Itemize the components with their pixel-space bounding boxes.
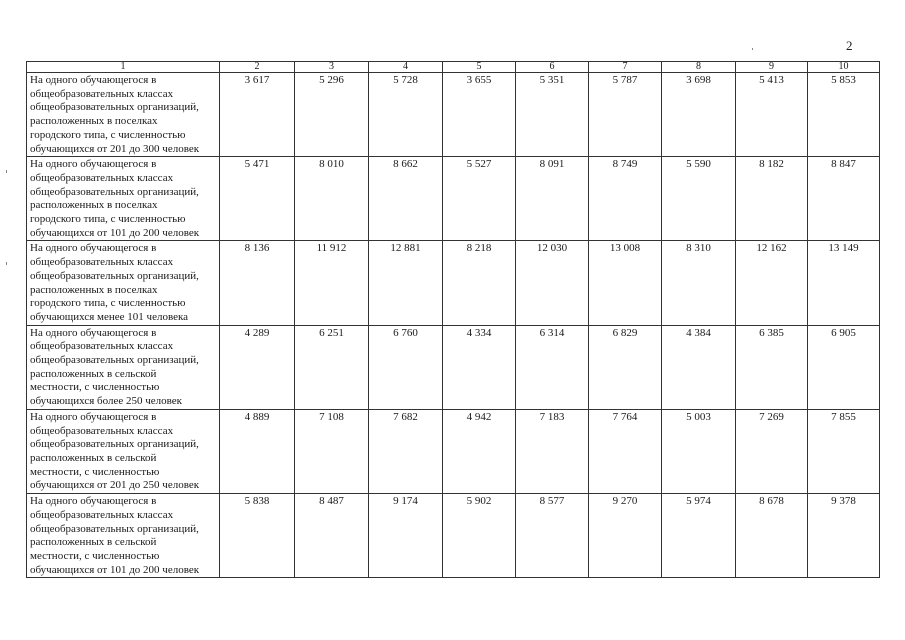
value-cell: 7 269	[736, 409, 808, 493]
value-cell: 7 108	[295, 409, 369, 493]
value-cell: 12 162	[736, 241, 808, 325]
column-header: 3	[295, 62, 369, 73]
row-label	[27, 409, 220, 493]
column-header: 1	[27, 62, 220, 73]
row-label	[27, 157, 220, 241]
column-header: 6	[516, 62, 589, 73]
row-label-line: общеобразовательных организаций,	[30, 101, 199, 114]
row-label-line: На одного обучающегося в	[30, 242, 157, 255]
column-header: 2	[220, 62, 295, 73]
value-cell: 5 974	[662, 494, 736, 578]
value-cell: 3 655	[443, 73, 516, 157]
row-label-line: На одного обучающегося в	[30, 495, 157, 508]
value-cell: 5 351	[516, 73, 589, 157]
row-label-line: общеобразовательных организаций,	[30, 522, 199, 535]
table-row	[27, 494, 880, 578]
table-header-row	[27, 62, 880, 73]
value-cell: 8 310	[662, 241, 736, 325]
row-label-line: общеобразовательных организаций,	[30, 438, 199, 451]
value-cell: 6 251	[295, 325, 369, 409]
value-cell: 5 728	[369, 73, 443, 157]
table-row	[27, 241, 880, 325]
value-cell: 8 010	[295, 157, 369, 241]
row-label-line: расположенных в поселках	[30, 115, 158, 128]
scan-mark	[6, 262, 7, 265]
value-cell: 4 289	[220, 325, 295, 409]
column-header: 7	[589, 62, 662, 73]
row-label-line: местности, с численностью	[30, 381, 160, 394]
table-row	[27, 157, 880, 241]
row-label-line: расположенных в поселках	[30, 283, 158, 296]
row-label-line: На одного обучающегося в	[30, 326, 157, 339]
row-label-line: расположенных в сельской	[30, 367, 157, 380]
value-cell: 8 577	[516, 494, 589, 578]
value-cell: 8 218	[443, 241, 516, 325]
row-label-line: городского типа, с численностью	[30, 297, 186, 310]
column-header: 8	[662, 62, 736, 73]
row-label-line: расположенных в сельской	[30, 536, 157, 549]
value-cell: 7 682	[369, 409, 443, 493]
value-cell: 4 384	[662, 325, 736, 409]
row-label-line: общеобразовательных классах	[30, 424, 174, 437]
row-label	[27, 325, 220, 409]
value-cell: 5 527	[443, 157, 516, 241]
table-row	[27, 73, 880, 157]
row-label-line: общеобразовательных классах	[30, 340, 174, 353]
row-label-line: расположенных в сельской	[30, 451, 157, 464]
value-cell: 5 296	[295, 73, 369, 157]
row-label-line: На одного обучающегося в	[30, 158, 157, 171]
value-cell: 6 385	[736, 325, 808, 409]
value-cell: 6 905	[808, 325, 880, 409]
row-label-line: общеобразовательных классах	[30, 256, 174, 269]
value-cell: 9 378	[808, 494, 880, 578]
row-label-line: общеобразовательных организаций,	[30, 185, 199, 198]
value-cell: 6 314	[516, 325, 589, 409]
row-label-line: обучающихся менее 101 человека	[30, 310, 189, 323]
value-cell: 6 829	[589, 325, 662, 409]
row-label-line: общеобразовательных классах	[30, 508, 174, 521]
value-cell: 8 678	[736, 494, 808, 578]
row-label-line: обучающихся более 250 человек	[30, 395, 183, 408]
row-label	[27, 494, 220, 578]
value-cell: 5 471	[220, 157, 295, 241]
row-label-line: местности, с численностью	[30, 549, 160, 562]
value-cell: 11 912	[295, 241, 369, 325]
value-cell: 8 182	[736, 157, 808, 241]
value-cell: 5 902	[443, 494, 516, 578]
value-cell: 5 853	[808, 73, 880, 157]
row-label-line: обучающихся от 201 до 300 человек	[30, 142, 200, 155]
column-header: 9	[736, 62, 808, 73]
value-cell: 4 942	[443, 409, 516, 493]
value-cell: 7 855	[808, 409, 880, 493]
value-cell: 12 030	[516, 241, 589, 325]
value-cell: 5 838	[220, 494, 295, 578]
row-label-line: городского типа, с численностью	[30, 128, 186, 141]
value-cell: 8 136	[220, 241, 295, 325]
value-cell: 8 091	[516, 157, 589, 241]
row-label-line: обучающихся от 101 до 200 человек	[30, 563, 200, 576]
row-label-line: обучающихся от 101 до 200 человек	[30, 226, 200, 239]
table-row	[27, 325, 880, 409]
column-header: 10	[808, 62, 880, 73]
row-label	[27, 241, 220, 325]
value-cell: 7 183	[516, 409, 589, 493]
scan-mark	[752, 48, 753, 50]
row-label-line: общеобразовательных организаций,	[30, 354, 199, 367]
row-label-line: обучающихся от 201 до 250 человек	[30, 479, 200, 492]
value-cell: 7 764	[589, 409, 662, 493]
column-header: 5	[443, 62, 516, 73]
value-cell: 5 003	[662, 409, 736, 493]
value-cell: 6 760	[369, 325, 443, 409]
value-cell: 13 149	[808, 241, 880, 325]
value-cell: 5 787	[589, 73, 662, 157]
value-cell: 9 174	[369, 494, 443, 578]
row-label-line: общеобразовательных организаций,	[30, 269, 199, 282]
value-cell: 8 487	[295, 494, 369, 578]
table-row	[27, 409, 880, 493]
page-number: 2	[846, 38, 853, 53]
row-label-line: местности, с численностью	[30, 465, 160, 478]
value-cell: 8 749	[589, 157, 662, 241]
row-label-line: городского типа, с численностью	[30, 213, 186, 226]
value-cell: 3 698	[662, 73, 736, 157]
row-label-line: На одного обучающегося в	[30, 410, 157, 423]
value-cell: 13 008	[589, 241, 662, 325]
value-cell: 5 590	[662, 157, 736, 241]
value-cell: 4 889	[220, 409, 295, 493]
scan-mark	[6, 170, 7, 173]
row-label-line: общеобразовательных классах	[30, 171, 174, 184]
value-cell: 4 334	[443, 325, 516, 409]
row-label-line: расположенных в поселках	[30, 199, 158, 212]
value-cell: 9 270	[589, 494, 662, 578]
row-label	[27, 73, 220, 157]
value-cell: 3 617	[220, 73, 295, 157]
column-header: 4	[369, 62, 443, 73]
value-cell: 12 881	[369, 241, 443, 325]
value-cell: 8 662	[369, 157, 443, 241]
value-cell: 8 847	[808, 157, 880, 241]
row-label-line: На одного обучающегося в	[30, 74, 157, 86]
row-label-line: общеобразовательных классах	[30, 87, 174, 100]
data-table	[26, 61, 880, 578]
value-cell: 5 413	[736, 73, 808, 157]
